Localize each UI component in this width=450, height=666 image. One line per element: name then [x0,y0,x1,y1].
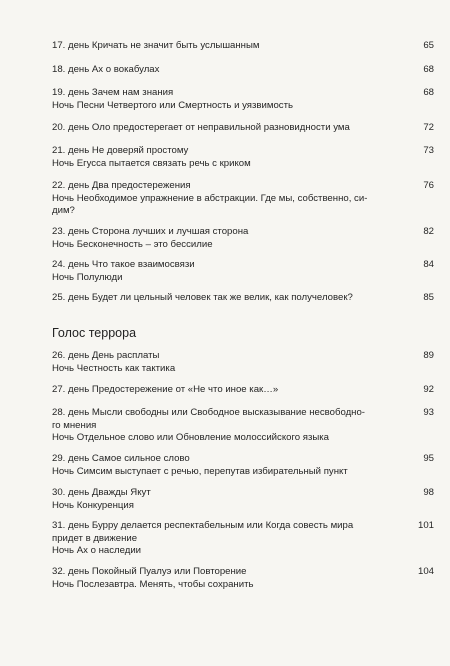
toc-page-number: 82 [423,226,434,237]
toc-entry [52,64,436,77]
section-title: Голос террора [52,326,137,340]
toc-entry-line: 22. день Два предостережения [52,180,191,191]
toc-page-number: 65 [423,40,434,51]
toc-page-number: 68 [423,87,434,98]
toc-page-number: 68 [423,64,434,75]
toc-entry [52,180,436,218]
toc-page-number: 85 [423,292,434,303]
toc-page-number: 76 [423,180,434,191]
toc-page-number: 84 [423,259,434,270]
toc-entry-line: 21. день Не доверяй простому [52,145,189,156]
toc-entry [52,453,436,478]
toc-entry [52,487,436,512]
toc-entry-line: 20. день Оло предостерегает от неправильной разновидности ума [52,122,350,133]
toc-entry-line: 30. день Дважды Якут [52,487,151,498]
toc-page-number: 104 [417,566,434,577]
toc-entry [52,350,436,375]
toc-entry-line: Ночь Песни Четвертого или Смертность и уязвимость [52,99,293,111]
toc-entry-line: 19. день Зачем нам знания [52,87,174,98]
toc-entry [52,566,436,591]
toc-entry-line: Ночь Ах о наследии [52,545,142,556]
toc-page-number: 72 [423,122,434,133]
toc-entry [52,292,436,305]
toc-entry-line: Ночь Полулюди [52,271,123,283]
toc-entry-line: дим? [52,205,75,216]
toc-entry [52,87,436,112]
toc-entry-line: 27. день Предостережение от «Не что иное как…» [52,384,279,395]
toc-page-number: 92 [423,384,434,395]
toc-entry-line: Ночь Послезавтра. Менять, чтобы сохранить [52,578,254,590]
toc-entry-line: Ночь Отдельное слово или Обновление молоссийского языка [52,432,330,443]
toc-page-number: 101 [417,520,434,531]
toc-entry [52,259,436,284]
toc-page-number: 73 [423,145,434,156]
toc-entry-line: Ночь Бесконечность – это бессилие [52,238,213,250]
toc-page-number: 98 [423,487,434,498]
toc-entry [52,122,436,135]
toc-entry-line: 23. день Сторона лучших и лучшая сторона [52,226,249,237]
toc-entry [52,226,436,251]
toc-entry-line: 31. день Бурру делается респектабельным или Когда совесть мира [52,520,354,531]
toc-entry-line: Ночь Честность как тактика [52,362,176,374]
toc-page-number: 93 [423,407,434,418]
toc-entry-line: 25. день Будет ли цельный человек так же велик, как получеловек? [52,292,353,303]
toc-entry-line: 29. день Самое сильное слово [52,453,190,464]
toc-entry [52,145,436,170]
toc-entry-line: 26. день День расплаты [52,350,160,361]
toc-entry-line: 17. день Кричать не значит быть услышанным [52,40,260,51]
toc-page-number: 95 [423,453,434,464]
toc-entry-line: 24. день Что такое взаимосвязи [52,259,195,270]
toc-entry-line: Ночь Егусса пытается связать речь с криком [52,157,251,169]
toc-entry-line: придет в движение [52,532,138,544]
toc-entry-line: 28. день Мысли свободны или Свободное высказывание несвободно- [52,407,365,418]
toc-entry [52,384,436,397]
toc-entry-line: Ночь Необходимое упражнение в абстракции. Где мы, собственно, си- [52,192,368,204]
toc-page-number: 89 [423,350,434,361]
toc-entry [52,407,436,445]
toc-entry-line: 32. день Покойный Пуалуэ или Повторение [52,566,247,577]
toc-entry-line: го мнения [52,419,97,431]
toc-entry [52,520,436,558]
toc-entry-line: Ночь Конкуренция [52,499,134,511]
toc-entry-line: 18. день Ах о вокабулах [52,64,160,75]
toc-entry-line: Ночь Симсим выступает с речью, перепутав избирательный пункт [52,465,348,477]
toc-entry [52,40,436,53]
